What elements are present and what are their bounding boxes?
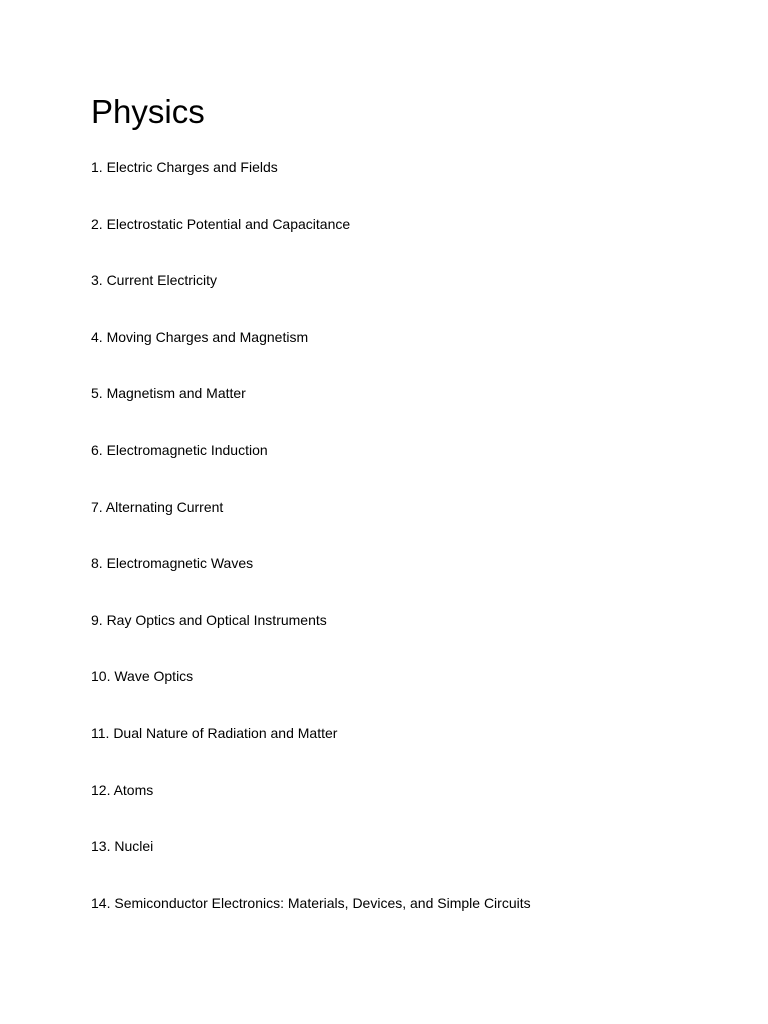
chapter-item: 5. Magnetism and Matter: [91, 385, 246, 402]
chapter-item: 8. Electromagnetic Waves: [91, 555, 254, 572]
chapter-item: 13. Nuclei: [91, 838, 154, 855]
chapter-list: [91, 156, 531, 948]
chapter-item: 9. Ray Optics and Optical Instruments: [91, 611, 327, 628]
chapter-item: 12. Atoms: [91, 781, 154, 798]
chapter-item: 11. Dual Nature of Radiation and Matter: [91, 724, 338, 741]
document-page: [91, 0, 768, 1024]
chapter-item: 14. Semiconductor Electronics: Materials, Devices, and Simple Circuits: [91, 894, 531, 911]
chapter-item: 1. Electric Charges and Fields: [91, 159, 278, 175]
chapter-item: 6. Electromagnetic Induction: [91, 441, 268, 458]
chapter-item: 2. Electrostatic Potential and Capacitance: [91, 215, 351, 232]
page-title: Physics: [91, 93, 205, 130]
chapter-item: 7. Alternating Current: [91, 498, 224, 515]
chapter-item: 3. Current Electricity: [91, 272, 218, 289]
chapter-item: 10. Wave Optics: [91, 668, 194, 685]
chapter-item: 4. Moving Charges and Magnetism: [91, 328, 309, 345]
